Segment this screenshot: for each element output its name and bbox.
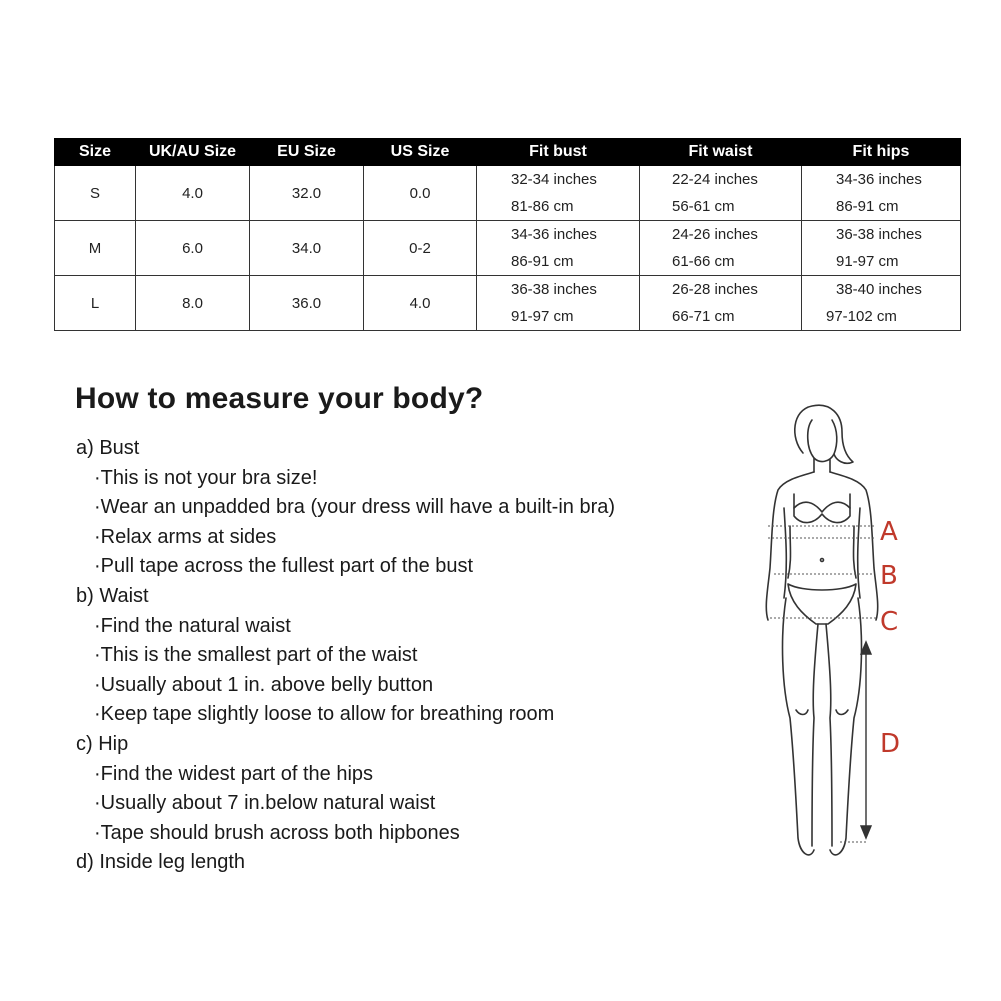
cell-uk-au: 4.0 — [136, 166, 250, 221]
cell-eu: 34.0 — [250, 221, 364, 276]
measure-guide-list — [76, 434, 756, 878]
hips-inches: 34-36 inches — [836, 171, 922, 188]
cell-us: 0.0 — [364, 166, 477, 221]
list-item: ·Find the widest part of the hips — [94, 762, 374, 785]
table-row — [55, 221, 961, 276]
cell-uk-au: 8.0 — [136, 276, 250, 331]
list-item: ·Find the natural waist — [94, 614, 291, 637]
bust-inches: 32-34 inches — [511, 171, 597, 188]
list-item: ·Pull tape across the fullest part of the bust — [94, 555, 474, 578]
list-item: ·Keep tape slightly loose to allow for breathing room — [94, 703, 555, 726]
section-hip: c) Hip — [76, 732, 129, 755]
hips-cm: 86-91 cm — [836, 198, 899, 215]
cell-size: S — [55, 166, 136, 221]
cell-fit-bust — [477, 221, 640, 276]
section-bust: a) Bust — [76, 437, 140, 459]
waist-inches: 26-28 inches — [672, 281, 758, 298]
bust-inches: 34-36 inches — [511, 226, 597, 243]
marker-d: D — [880, 729, 901, 759]
cell-size: M — [55, 221, 136, 276]
bust-cm: 91-97 cm — [511, 308, 574, 325]
section-waist: b) Waist — [76, 584, 149, 607]
waist-cm: 56-61 cm — [672, 198, 735, 215]
cell-fit-hips — [802, 276, 961, 331]
body-measurement-figure — [750, 398, 920, 878]
waist-cm: 61-66 cm — [672, 253, 735, 270]
header-us-size: US Size — [364, 139, 477, 166]
marker-c: C — [880, 607, 899, 637]
cell-fit-waist — [640, 221, 802, 276]
cell-fit-waist — [640, 166, 802, 221]
section-inside-leg: d) Inside leg length — [76, 851, 246, 874]
header-fit-bust: Fit bust — [477, 139, 640, 166]
hips-cm: 91-97 cm — [836, 253, 899, 270]
list-item: ·Usually about 1 in. above belly button — [94, 673, 434, 696]
hips-inches: 36-38 inches — [836, 226, 922, 243]
list-item: ·This is not your bra size! — [94, 466, 318, 489]
marker-a: A — [880, 517, 898, 547]
table-header-row — [55, 139, 961, 166]
body-outline-icon — [766, 405, 877, 855]
header-fit-hips: Fit hips — [802, 139, 961, 166]
cell-size: L — [55, 276, 136, 331]
cell-fit-waist — [640, 276, 802, 331]
cell-us: 4.0 — [364, 276, 477, 331]
hips-cm: 97-102 cm — [826, 308, 897, 325]
header-size: Size — [55, 139, 136, 166]
bust-cm: 86-91 cm — [511, 253, 574, 270]
inside-leg-arrow-icon — [861, 642, 871, 838]
size-chart-table — [54, 138, 961, 331]
page-title: How to measure your body? — [75, 382, 484, 415]
cell-fit-hips — [802, 221, 961, 276]
bust-inches: 36-38 inches — [511, 281, 597, 298]
list-item: ·Wear an unpadded bra (your dress will have a built-in bra) — [94, 496, 616, 519]
header-fit-waist: Fit waist — [640, 139, 802, 166]
marker-b: B — [880, 561, 898, 591]
header-eu-size: EU Size — [250, 139, 364, 166]
cell-uk-au: 6.0 — [136, 221, 250, 276]
header-uk-au-size: UK/AU Size — [136, 139, 250, 166]
cell-eu: 32.0 — [250, 166, 364, 221]
table-row — [55, 276, 961, 331]
list-item: ·This is the smallest part of the waist — [94, 644, 418, 667]
waist-inches: 22-24 inches — [672, 171, 758, 188]
list-item: ·Relax arms at sides — [94, 525, 277, 548]
waist-inches: 24-26 inches — [672, 226, 758, 243]
cell-fit-hips — [802, 166, 961, 221]
cell-eu: 36.0 — [250, 276, 364, 331]
cell-fit-bust — [477, 166, 640, 221]
bust-cm: 81-86 cm — [511, 198, 574, 215]
list-item: ·Usually about 7 in.below natural waist — [94, 792, 436, 815]
waist-cm: 66-71 cm — [672, 308, 735, 325]
table-row — [55, 166, 961, 221]
list-item: ·Tape should brush across both hipbones — [94, 821, 460, 844]
cell-us: 0-2 — [364, 221, 477, 276]
hips-inches: 38-40 inches — [836, 281, 922, 298]
cell-fit-bust — [477, 276, 640, 331]
